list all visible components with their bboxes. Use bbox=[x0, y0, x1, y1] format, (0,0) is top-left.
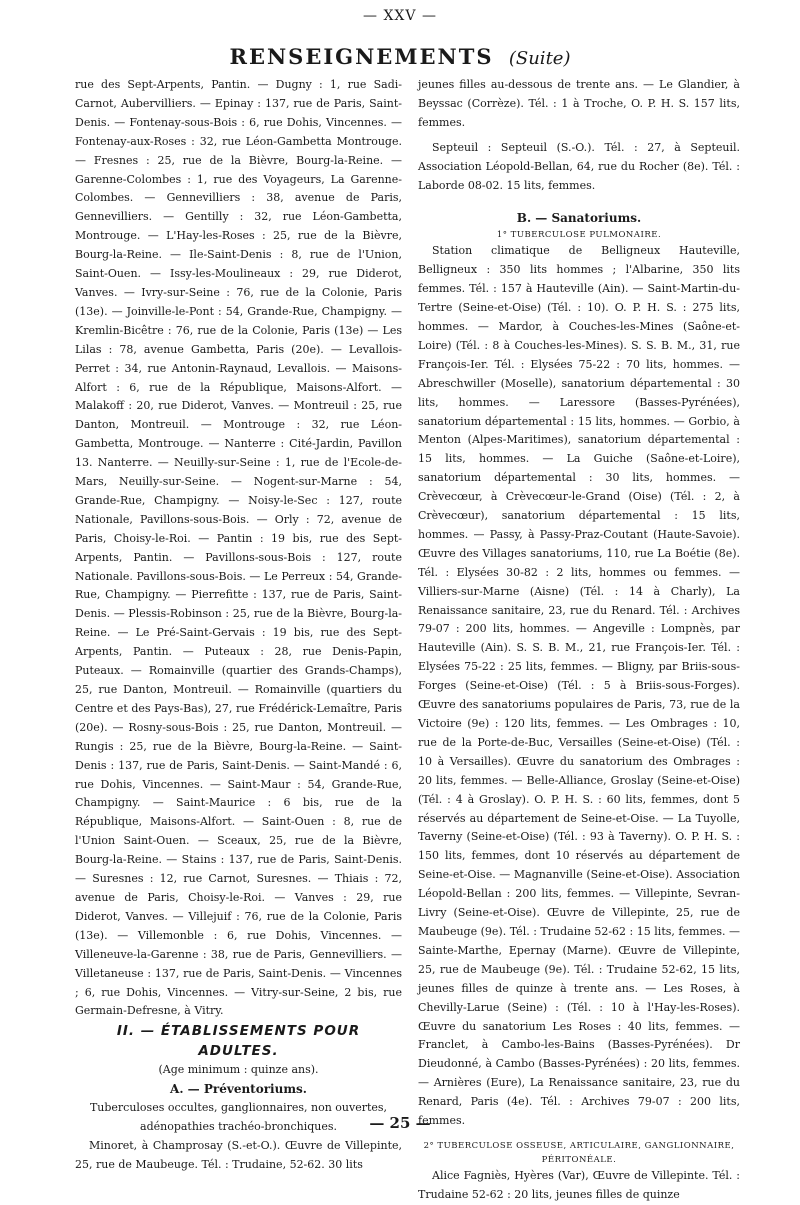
section-subtitle: (Age minimum : quinze ans). bbox=[158, 1063, 319, 1077]
alice-fagnies-paragraph: Alice Fagniès, Hyères (Var), Œuvre de Villepinte. Tél. : Trudaine 52-62 : 20 lits, jeunes filles de quinze bbox=[418, 1168, 740, 1201]
section-heading-adultes: II. — ÉTABLISSEMENTS POUR ADULTES. bbox=[116, 1023, 361, 1060]
septeuil-paragraph: Septeuil : Septeuil (S.-O.). Tél. : 27, à Septeuil. Association Léopold-Bellan, 64, rue du Rocher (8e). Tél. : Laborde 08-02. 15 lits, femmes. bbox=[418, 140, 740, 192]
page-title bbox=[0, 44, 800, 69]
preventoriums-description: Tuberculoses occultes, ganglionnaires, non ouvertes, adénopathies trachéo-bronchiques. bbox=[89, 1101, 388, 1134]
heading-tuberculose-pulmonaire: 1° TUBERCULOSE PULMONAIRE. bbox=[496, 230, 662, 241]
title-suite: (Suite) bbox=[508, 48, 571, 69]
roman-page-number: — XXV — bbox=[363, 8, 437, 24]
right-column bbox=[418, 76, 740, 1205]
sanatoriums-paragraph: Station climatique de Bellignеux Hauteville, Belligneux : 350 lits hommes ; l'Albarine, 350 lits femmes. Tél. : 157 à Hauteville (Ain). — Saint-Martin-du-Tertre (Seine-et-Oise) (Tél. : 10). O. P. H. S. : 275 lits, hommes. — Mardor, à Couches-les-Mines (Saône-et-Loire) (Tél. : 8 à Couches-les-Mines). S. S. B. M., 31, rue François-Ier. Tél. : Elysées 75-22 : 70 lits, hommes. — Abreschwiller (Moselle), sanatorium départemental : 30 lits, hommes. — Laressore (Basses-Pyrénées), sanatorium départemental : 15 lits, hommes. — Gorbio, à Menton (Alpes-Maritimes), sanatorium départemental : 15 lits, hommes. — La Guiche (Saône-et-Loire), sanatorium départemental : 30 lits, hommes. — Crèvecœur, à Crèvecœur-le-Grand (Oise) (Tél. : 2, à Crèvecœur), sanatorium départemental : 15 lits, hommes. — Passy, à Passy-Praz-Coutant (Haute-Savoie). Œuvre des Villages sanatoriums, 110, rue La Boétie (8e). Tél. : Elysées 30-82 : 2 lits, hommes ou femmes. — Villiers-sur-Marne (Aisne) (Tél. : 14 à Charly), La Renaissance sanitaire, 23, rue du Renard. Tél. : Archives 79-07 : 200 lits, hommes. — Angeville : Lompnès, par Hauteville (Ain). S. S. B. M., 21, rue François-Ier. Tél. : Elysées 75-22 : 25 lits, femmes. — Bligny, par Briis-sous-Forges (Seine-et-Oise) (Tél. : 5 à Briis-sous-Forges). Œuvre des sanatoriums populaires de Paris, 73, rue de la Victoire (9e) : 120 lits, femmes. — Les Ombrages : 10, rue de la Porte-de-Buc, Versailles (Seine-et-Oise) (Tél. : 10 à Versailles). Œuvre du sanatorium des Ombrages : 20 lits, femmes. — Belle-Alliance, Groslay (Seine-et-Oise) (Tél. : 4 à Groslay). O. P. H. S. : 60 lits, femmes, dont 5 réservés au département de Seine-et-Oise. — La Tuyolle, Taverny (Seine-et-Oise) (Tél. : 93 à Taverny). O. P. H. S. : 150 lits, femmes, dont 10 réservés au département de Seine-et-Oise. — Magnanville (Seine-et-Oise). Association Léopold-Bellan : 200 lits, femmes. — Villepinte, Sevran-Livry (Seine-et-Oise). Œuvre de Villepinte, 25, rue de Maubeuge (9e). Tél. : Trudaine 52-62 : 15 lits, femmes. — Sainte-Marthe, Epernay (Marne). Œuvre de Villepinte, 25, rue de Maubeuge (9e). Tél. : Trudaine 52-62, 15 lits, jeunes filles de quinze à trente ans. — Les Roses, à Chevilly-Larue (Seine) : (Tél. : 10 à l'Hay-les-Roses). Œuvre du sanatorium Les Roses : 40 lits, femmes. — Franclet, à Cambo-les-Bains (Basses-Pyrénées). Dr Dieudonné, à Cambo (Basses-Pyrénées) : 20 lits, femmes. — Arnières (Eure), La Renaissance sanitaire, 23, rue du Renard, Paris (4e). Tél. : Archives 79-07 : 200 lits, femmes. bbox=[418, 244, 740, 1128]
subsection-sanatoriums: B. — Sanatoriums. bbox=[516, 211, 642, 226]
minoret-paragraph: Minoret, à Champrosay (S.-et-O.). Œuvre de Villepinte, 25, rue de Maubeuge. Tél. : Trudaine, 52-62. 30 lits bbox=[75, 1138, 402, 1171]
heading-tuberculose-osseuse: 2° TUBERCULOSE OSSEUSE, ARTICULAIRE, GANGLIONNAIRE, PÉRITONÉALE. bbox=[423, 1140, 735, 1165]
communes-list-paragraph: rue des Sept-Arpents, Pantin. — Dugny : 1, rue Sadi-Carnot, Aubervilliers. — Epinay : 137, rue de Paris, Saint-Denis. — Fontenay-sous-Bois : 6, rue Dohis, Vincennes. — Fontenay-aux-Roses : 32, rue Léon-Gambetta Montrouge. — Fresnes : 25, rue de la Bièvre, Bourg-la-Reine. — Garenne-Colombes : 1, rue des Voyageurs, La Garenne-Colombes. — Gennevilliers : 38, avenue de Paris, Gennevilliers. — Gentilly : 32, rue Léon-Gambetta, Montrouge. — L'Hay-les-Roses : 25, rue de la Bièvre, Bourg-la-Reine. — Ile-Saint-Denis : 8, rue de l'Union, Saint-Ouen. — Issy-les-Moulineaux : 29, rue Diderot, Vanves. — Ivry-sur-Seine : 76, rue de la Colonie, Paris (13e). — Joinville-le-Pont : 54, Grande-Rue, Champigny. — Kremlin-Bicêtre : 76, rue de la Colonie, Paris (13e) — Les Lilas : 78, avenue Gambetta, Paris (20e). — Levallois-Perret : 34, rue Antonin-Raynaud, Levallois. — Maisons-Alfort : 6, rue de la République, Maisons-Alfort. — Malakoff : 20, rue Diderot, Vanves. — Montreuil : 25, rue Danton, Montreuil. — Montrouge : 32, rue Léon-Gambetta, Montrouge. — Nanterre : Cité-Jardin, Pavillon 13. Nanterre. — Neuilly-sur-Seine : 1, rue de l'Ecole-de-Mars, Neuilly-sur-Seine. — Nogent-sur-Marne : 54, Grande-Rue, Champigny. — Noisy-le-Sec : 127, route Nationale, Pavillons-sous-Bois. — Orly : 72, avenue de Paris, Choisy-le-Roi. — Pantin : 19 bis, rue des Sept-Arpents, Pantin. — Pavillons-sous-Bois : 127, route Nationale. Pavillons-sous-Bois. — Le Perreux : 54, Grande-Rue, Champigny. — Pierrefitte : 137, rue de Paris, Saint-Denis. — Plessis-Robinson : 25, rue de la Bièvre, Bourg-la-Reine. — Le Pré-Saint-Gervais : 19 bis, rue des Sept-Arpents, Pantin. — Puteaux : 28, rue Denis-Papin, Puteaux. — Romainville (quartier des Grands-Champs), 25, rue Danton, Montreuil. — Romainville (quartiers du Centre et des Pays-Bas), 27, rue Frédérick-Lemaître, Paris (20e). — Rosny-sous-Bois : 25, rue Danton, Montreuil. — Rungis : 25, rue de la Bièvre, Bourg-la-Reine. — Saint-Denis : 137, rue de Paris, Saint-Denis. — Saint-Mandé : 6, rue Dohis, Vincennes. — Saint-Maur : 54, Grande-Rue, Champigny. — Saint-Maurice : 6 bis, rue de la République, Maisons-Alfort. — Saint-Ouen : 8, rue de l'Union Saint-Ouen. — Sceaux, 25, rue de la Bièvre, Bourg-la-Reine. — Stains : 137, rue de Paris, Saint-Denis. — Suresnes : 12, rue Carnot, Suresnes. — Thiais : 72, avenue de Paris, Choisy-le-Roi. — Vanves : 29, rue Diderot, Vanves. — Villejuif : 76, rue de la Colonie, Paris (13e). — Villemonble : 6, rue Dohis, Vincennes. — Villeneuve-la-Garenne : 38, rue de Paris, Gennevilliers. — Villetaneuse : 137, rue de Paris, Saint-Denis. — Vincennes ; 6, rue Dohis, Vincennes. — Vitry-sur-Seine, 2 bis, rue Germain-Defresne, à Vitry. bbox=[75, 78, 402, 1018]
left-column bbox=[75, 76, 402, 1175]
continuation-paragraph: jeunes filles au-dessous de trente ans. — Le Glandier, à Beyssac (Corrèze). Tél. : 1 à Troche, O. P. H. S. 157 lits, femmes. bbox=[418, 78, 740, 129]
page-number: — 25 — bbox=[369, 1114, 431, 1132]
subsection-preventoriums: A. — Préventoriums. bbox=[170, 1082, 307, 1097]
title-text: RENSEIGNEMENTS bbox=[229, 44, 494, 69]
